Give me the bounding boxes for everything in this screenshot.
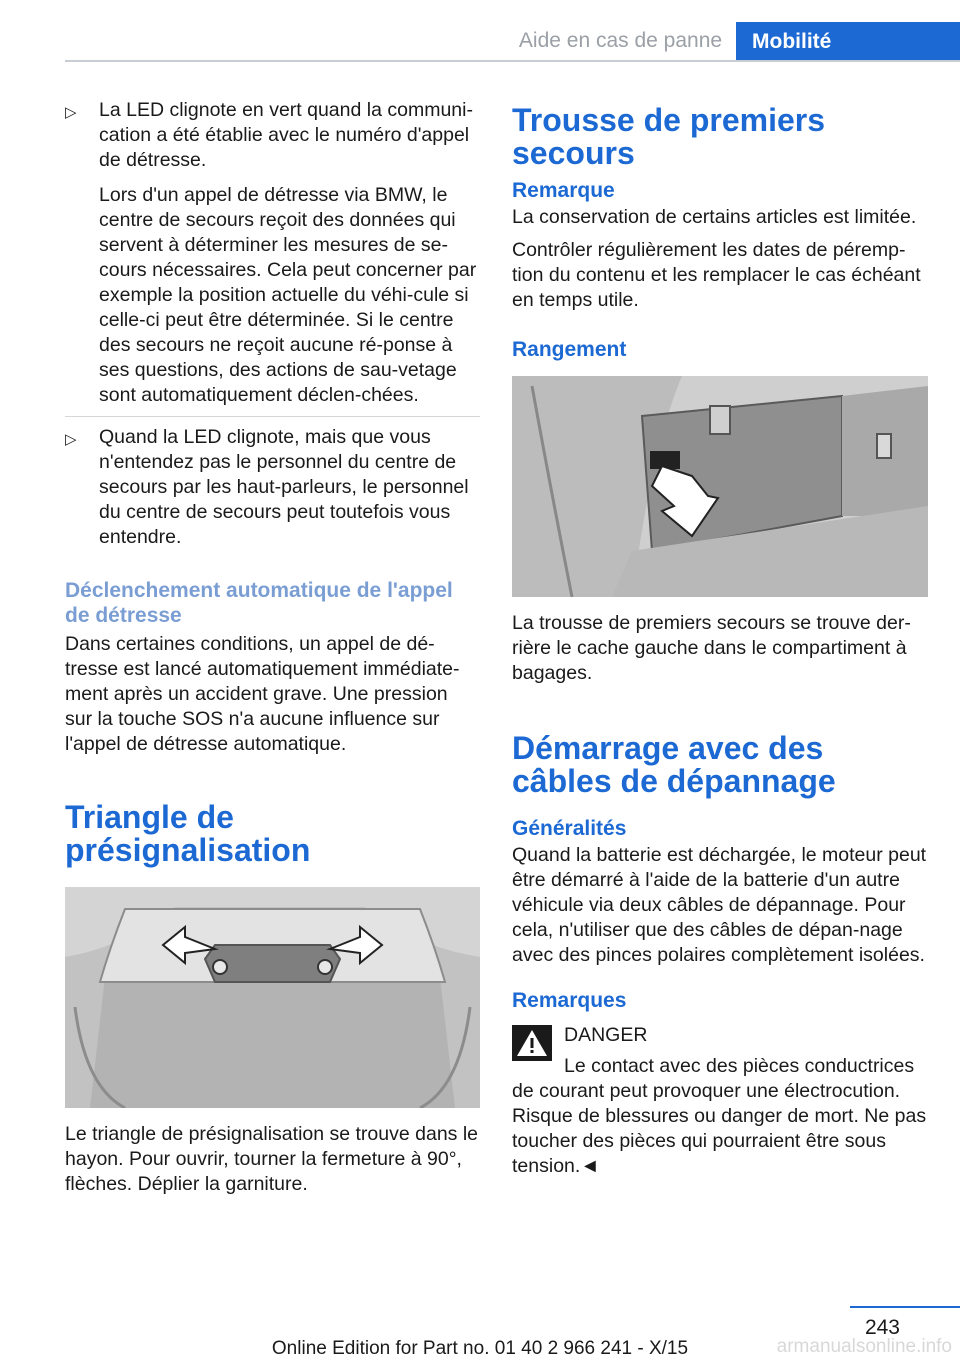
remarque-text-2: Contrôler régulièrement les dates de péremp-tion du contenu et les remplacer le cas échéant en temps utile.	[512, 239, 921, 311]
bullet-led-blinking-text: Quand la LED clignote, mais que vous n'entendez pas le personnel du centre de secours par les haut-parleurs, le personnel du centre de secours peut toutefois vous entendre.	[99, 426, 469, 548]
bullet-led-green-text: La LED clignote en vert quand la communi-cation a été établie avec le numéro d'appel de détresse.	[99, 99, 473, 171]
danger-text: Le contact avec des pièces conductrices de courant peut provoquer une électrocution. Risque de blessures ou danger de mort. Ne pas toucher des pièces qui pourraient être sous tension.◄	[512, 1055, 927, 1177]
header-section-label: Aide en cas de panne	[518, 29, 723, 52]
remarques-heading: Remarques	[512, 989, 627, 1012]
generalites-heading: Généralités	[512, 817, 627, 840]
triangle-heading: Triangle de présignalisation	[65, 799, 311, 868]
remarque-text-1: La conservation de certains articles est limitée.	[512, 206, 917, 228]
bullet-led-green	[65, 98, 480, 408]
rangement-text: La trousse de premiers secours se trouve der-rière le cache gauche dans le compartiment à bagages.	[512, 612, 911, 684]
bullet-triangle-icon: ▷	[65, 431, 77, 448]
watermark-text: armanualsonline.info	[776, 1336, 952, 1357]
generalites-text: Quand la batterie est déchargée, le moteur peut être démarré à l'aide de la batterie d'un autre véhicule via deux câbles de dépannage. Pour cela, n'utiliser que des câbles de dépan-nage avec des pinces polaires complètement isolées.	[512, 844, 927, 966]
bullet-led-green-continuation: Lors d'un appel de détresse via BMW, le centre de secours reçoit des données qui servent à déterminer les mesures de se-cours nécessaires. Cela peut concerner par exemple la position actuelle du véhi-cule si celle-ci peut être déterminée. Si le centre des secours ne reçoit aucune ré-ponse à ses questions, des actions de sau-vetage sont automatiquement déclen-chées.	[99, 184, 477, 406]
danger-notice	[512, 1023, 930, 1048]
triangle-text: Le triangle de présignalisation se trouve dans le hayon. Pour ouvrir, tourner la fermeture à 90°, flèches. Déplier la garniture.	[65, 1123, 479, 1195]
warning-triangle-figure	[65, 887, 480, 1108]
warning-triangle-icon	[512, 1025, 552, 1061]
trunk-lid-illustration	[65, 887, 480, 1108]
right-column	[512, 92, 930, 1179]
rangement-heading: Rangement	[512, 338, 627, 361]
bullet-divider	[65, 416, 480, 417]
first-aid-kit-figure	[512, 376, 928, 597]
bullet-triangle-icon: ▷	[65, 104, 77, 121]
footer-rule	[850, 1306, 960, 1308]
jump-start-heading: Démarrage avec des câbles de dépannage	[512, 730, 836, 799]
danger-label: DANGER	[564, 1024, 648, 1046]
auto-emergency-heading: Déclenchement automatique de l'appel de détresse	[65, 579, 453, 627]
luggage-compartment-illustration	[512, 376, 928, 597]
footer-edition: Online Edition for Part no. 01 40 2 966 241 - X/15	[271, 1338, 689, 1359]
header-rule	[65, 60, 960, 62]
header-tab-mobilite: Mobilité	[736, 22, 960, 62]
page-number: 243	[864, 1316, 900, 1339]
remarque-heading: Remarque	[512, 179, 615, 202]
first-aid-heading: Trousse de premiers secours	[512, 102, 826, 171]
auto-emergency-text: Dans certaines conditions, un appel de dé-tresse est lancé automatiquement immédiate-ment après un accident grave. Une pression sur la touche SOS n'a aucune influence sur l'appel de détresse automatique.	[65, 633, 460, 755]
bullet-led-blinking	[65, 425, 480, 550]
left-column	[65, 92, 480, 1197]
